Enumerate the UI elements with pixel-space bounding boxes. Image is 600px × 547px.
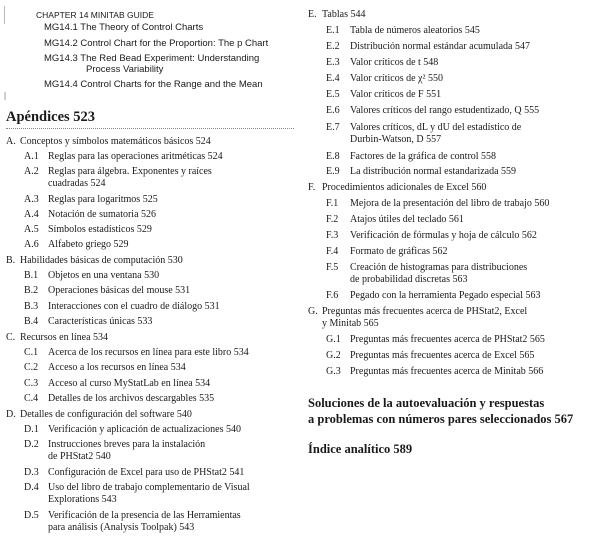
toc-item	[24, 301, 220, 312]
toc-item-cont: cuadradas 524	[48, 178, 106, 189]
item-number: D.1	[24, 424, 39, 435]
item-number: F.5	[326, 262, 339, 273]
section-label: A.	[6, 136, 16, 147]
item-number: D.5	[24, 510, 39, 521]
toc-item-cont: para análisis (Analysis Toolpak) 543	[48, 522, 195, 533]
item-number: A.5	[24, 224, 39, 235]
index-heading: Índice analítico 589	[308, 442, 413, 456]
margin-marker	[4, 6, 5, 24]
toc-item	[24, 439, 205, 450]
toc-item	[24, 378, 210, 389]
item-text: Uso del libro de trabajo complementario de Visual	[48, 482, 250, 493]
toc-item	[24, 424, 241, 435]
heading-rule	[6, 128, 294, 129]
item-number: F.6	[326, 290, 339, 301]
section-title-cont: y Minitab 565	[322, 318, 379, 329]
item-text: Operaciones básicas del mouse 531	[48, 285, 191, 296]
item-number: E.1	[326, 25, 340, 36]
section-title: Conceptos y símbolos matemáticos básicos 524	[20, 136, 211, 147]
toc-item-cont: de probabilidad discretas 563	[350, 274, 468, 285]
toc-item	[24, 467, 244, 478]
toc-item	[326, 73, 443, 84]
item-text: Acceso al curso MyStatLab en línea 534	[48, 378, 211, 389]
item-number: F.2	[326, 214, 339, 225]
item-number: E.	[308, 9, 317, 20]
item-text: Tabla de números aleatorios 545	[350, 25, 480, 36]
toc-item	[326, 25, 480, 36]
toc-item	[326, 151, 496, 162]
item-number: E.7	[326, 122, 340, 133]
item-text: Recursos en línea 534	[20, 332, 109, 343]
chapter-title: CHAPTER 14 MINITAB GUIDE	[36, 10, 154, 20]
item-text: Interacciones con el cuadro de diálogo 531	[48, 301, 220, 312]
item-text: La distribución normal estandarizada 559	[350, 166, 517, 177]
item-text: Preguntas más frecuentes acerca de PHStat2, Excel	[322, 306, 528, 317]
toc-item-cont: Durbin-Watson, D 557	[350, 134, 442, 145]
item-text: Detalles de los archivos descargables 535	[48, 393, 215, 404]
toc-item	[24, 316, 152, 327]
item-text: Valor críticos de t 548	[350, 57, 439, 68]
toc-item	[326, 57, 438, 68]
item-text: Acerca de los recursos en línea para este libro 534	[48, 347, 249, 358]
item-number: F.3	[326, 230, 339, 241]
item-text: Pegado con la herramienta Pegado especial 563	[350, 290, 541, 301]
item-number: E.5	[326, 89, 340, 100]
solutions-heading-cont: a problemas con números pares seleccionados 567	[308, 412, 574, 426]
item-text: Formato de gráficas 562	[350, 246, 448, 257]
item-text: Configuración de Excel para uso de PHStat2 541	[48, 467, 245, 478]
item-number: G.2	[326, 350, 341, 361]
item-text: Procedimientos adicionales de Excel 560	[322, 182, 487, 193]
item-text: Verificación de fórmulas y hoja de cálculo 562	[350, 230, 537, 241]
item-text: Distribución normal estándar acumulada 547	[350, 41, 530, 52]
chapter-item: Process Variability	[86, 64, 164, 75]
section-b	[6, 255, 183, 266]
item-number: C.4	[24, 393, 39, 404]
section-c	[6, 332, 108, 343]
toc-item	[24, 224, 152, 235]
solutions-heading: Soluciones de la autoevaluación y respuestas	[308, 396, 545, 410]
item-number: B.4	[24, 316, 39, 327]
toc-item	[326, 41, 530, 52]
item-number: C.1	[24, 347, 39, 358]
item-text: Preguntas más frecuentes acerca de Minitab 566	[350, 366, 544, 377]
item-number: B.2	[24, 285, 39, 296]
toc-item	[326, 230, 537, 241]
chapter-item: MG14.1 The Theory of Control Charts	[44, 22, 204, 33]
item-number: F.	[308, 182, 316, 193]
section-d	[6, 409, 192, 420]
toc-item	[326, 89, 441, 100]
item-text: Características únicas 533	[48, 316, 153, 327]
appendices-heading: Apéndices 523	[6, 109, 96, 125]
section-g	[308, 306, 527, 317]
chapter-item: MG14.4 Control Charts for the Range and the Mean	[44, 79, 263, 90]
toc-item	[326, 198, 549, 209]
item-text: Reglas para logaritmos 525	[48, 194, 158, 205]
toc-item	[24, 510, 241, 521]
toc-item	[24, 151, 223, 162]
chapter-item: MG14.2 Control Chart for the Proportion: The p Chart	[44, 38, 269, 49]
item-number: C.3	[24, 378, 39, 389]
section-a	[6, 136, 211, 147]
item-text: Verificación y aplicación de actualizaciones 540	[48, 424, 241, 435]
toc-item	[24, 166, 212, 177]
item-number: G.3	[326, 366, 341, 377]
item-text: Símbolos estadísticos 529	[48, 224, 152, 235]
item-number: F.4	[326, 246, 339, 257]
item-number: G.1	[326, 334, 341, 345]
margin-marker	[4, 92, 6, 100]
toc-item	[326, 290, 540, 301]
item-number: B.3	[24, 301, 39, 312]
item-number: F.1	[326, 198, 339, 209]
item-text: Atajos útiles del teclado 561	[350, 214, 464, 225]
toc-item	[24, 347, 249, 358]
item-text: Valores críticos, dL y dU del estadístico de	[350, 122, 522, 133]
item-number: C.	[6, 332, 16, 343]
item-text: Valor críticos de χ² 550	[350, 73, 443, 84]
item-number: A.3	[24, 194, 39, 205]
item-text: Notación de sumatoria 526	[48, 209, 157, 220]
item-number: A.1	[24, 151, 39, 162]
item-text: Habilidades básicas de computación 530	[20, 255, 183, 266]
toc-item	[326, 166, 516, 177]
item-number: D.	[6, 409, 16, 420]
item-text: Preguntas más frecuentes acerca de Excel 565	[350, 350, 535, 361]
item-text: Tablas 544	[322, 9, 366, 20]
item-number: G.	[308, 306, 318, 317]
item-number: E.9	[326, 166, 340, 177]
toc-item	[24, 239, 129, 250]
item-number: B.	[6, 255, 16, 266]
item-number: A.6	[24, 239, 39, 250]
item-text: Acceso a los recursos en línea 534	[48, 362, 186, 373]
toc-item-cont: de PHStat2 540	[48, 451, 111, 462]
toc-item	[326, 350, 534, 361]
item-number: C.2	[24, 362, 39, 373]
item-number: E.8	[326, 151, 340, 162]
item-text: Detalles de configuración del software 540	[20, 409, 192, 420]
toc-item	[24, 209, 156, 220]
item-number: D.2	[24, 439, 39, 450]
item-text: Factores de la gráfica de control 558	[350, 151, 497, 162]
item-text: Creación de histogramas para distribuciones	[350, 262, 528, 273]
toc-item	[326, 214, 464, 225]
item-text: Objetos en una ventana 530	[48, 270, 160, 281]
toc-item	[326, 105, 539, 116]
toc-item	[326, 246, 447, 257]
item-text: Verificación de la presencia de las Herramientas	[48, 510, 241, 521]
item-text: Mejora de la presentación del libro de trabajo 560	[350, 198, 550, 209]
item-text: Instrucciones breves para la instalación	[48, 439, 206, 450]
toc-item	[24, 362, 186, 373]
item-text: Valor críticos de F 551	[350, 89, 442, 100]
item-number: A.2	[24, 166, 39, 177]
item-number: A.4	[24, 209, 39, 220]
toc-item	[326, 262, 527, 273]
toc-item	[24, 482, 250, 493]
toc-item-cont: Explorations 543	[48, 494, 117, 505]
item-number: D.4	[24, 482, 39, 493]
item-number: E.2	[326, 41, 340, 52]
toc-item	[326, 366, 543, 377]
item-number: E.3	[326, 57, 340, 68]
toc-item	[24, 393, 214, 404]
toc-item	[24, 270, 159, 281]
section-f	[308, 182, 486, 193]
toc-item	[326, 334, 545, 345]
item-number: E.4	[326, 73, 340, 84]
item-text: Alfabeto griego 529	[48, 239, 129, 250]
item-text: Reglas para las operaciones aritméticas 524	[48, 151, 223, 162]
chapter-item: MG14.3 The Red Bead Experiment: Understanding	[44, 53, 260, 64]
toc-item	[24, 285, 190, 296]
section-e	[308, 9, 365, 20]
item-number: E.6	[326, 105, 340, 116]
item-text: Reglas para álgebra. Exponentes y raíces	[48, 166, 212, 177]
item-text: Valores críticos del rango estudentizado, Q 555	[350, 105, 540, 116]
toc-item	[24, 194, 158, 205]
toc-item	[326, 122, 521, 133]
item-text: Preguntas más frecuentes acerca de PHStat2 565	[350, 334, 545, 345]
item-number: B.1	[24, 270, 39, 281]
item-number: D.3	[24, 467, 39, 478]
